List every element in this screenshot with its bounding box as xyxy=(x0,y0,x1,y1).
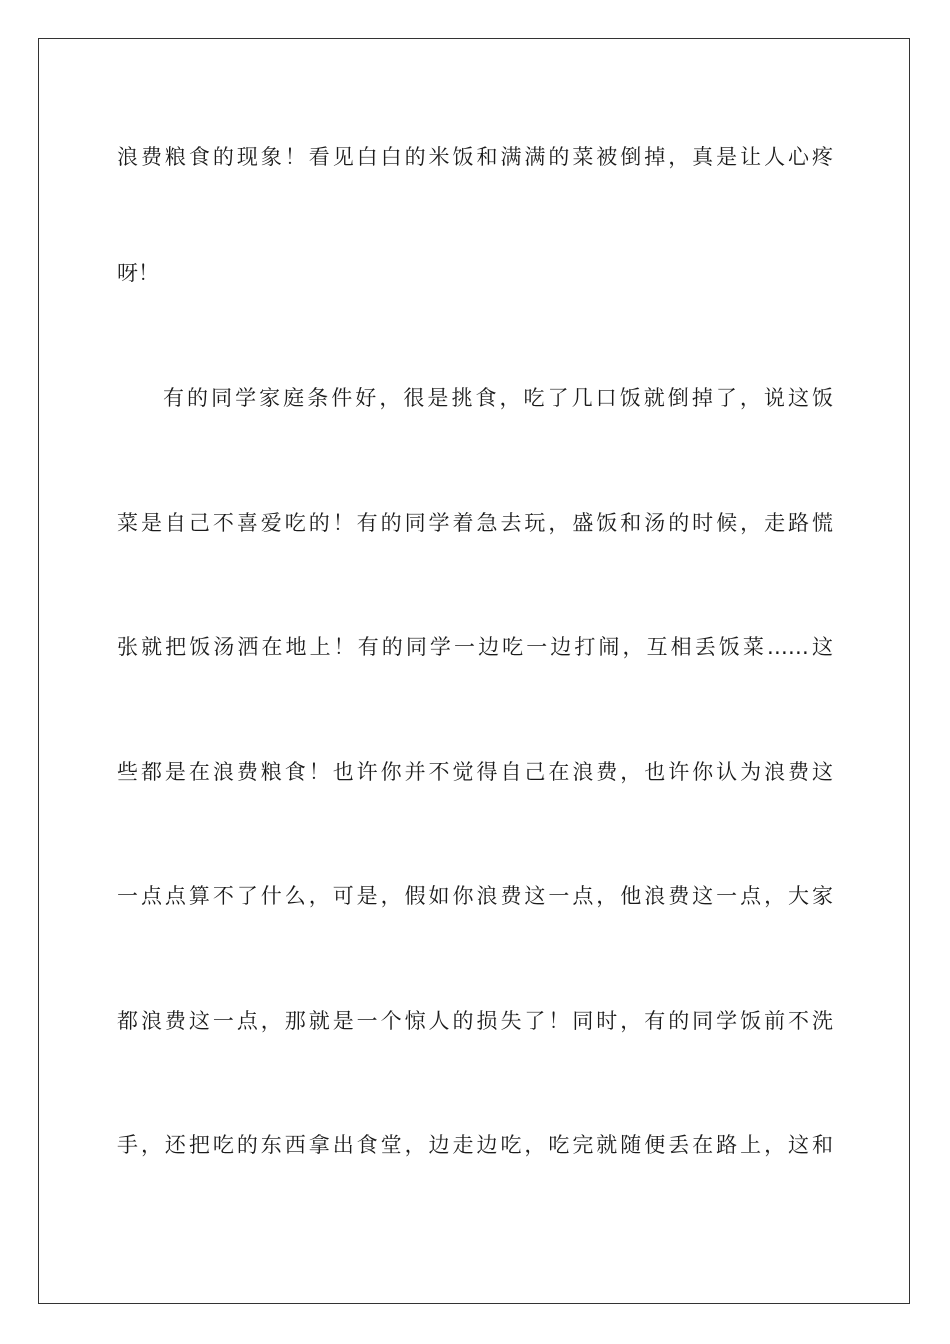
paragraph-line-9: 手，还把吃的东西拿出食堂，边走边吃，吃完就随便丢在路上，这和 xyxy=(117,1133,833,1157)
paragraph-line-3: 有的同学家庭条件好，很是挑食，吃了几口饭就倒掉了，说这饭 xyxy=(163,386,833,410)
paragraph-line-7: 一点点算不了什么，可是，假如你浪费这一点，他浪费这一点，大家 xyxy=(117,884,833,908)
paragraph-line-4: 菜是自己不喜爱吃的！有的同学着急去玩，盛饭和汤的时候，走路慌 xyxy=(117,511,833,535)
paragraph-line-1: 浪费粮食的现象！看见白白的米饭和满满的菜被倒掉，真是让人心疼 xyxy=(117,145,833,169)
paragraph-line-8: 都浪费这一点，那就是一个惊人的损失了！同时，有的同学饭前不洗 xyxy=(117,1009,833,1033)
page-border xyxy=(38,38,910,1304)
paragraph-line-2: 呀！ xyxy=(117,261,159,285)
paragraph-line-6: 些都是在浪费粮食！也许你并不觉得自己在浪费，也许你认为浪费这 xyxy=(117,760,833,784)
paragraph-line-5: 张就把饭汤洒在地上！有的同学一边吃一边打闹，互相丢饭菜……这 xyxy=(117,635,833,659)
